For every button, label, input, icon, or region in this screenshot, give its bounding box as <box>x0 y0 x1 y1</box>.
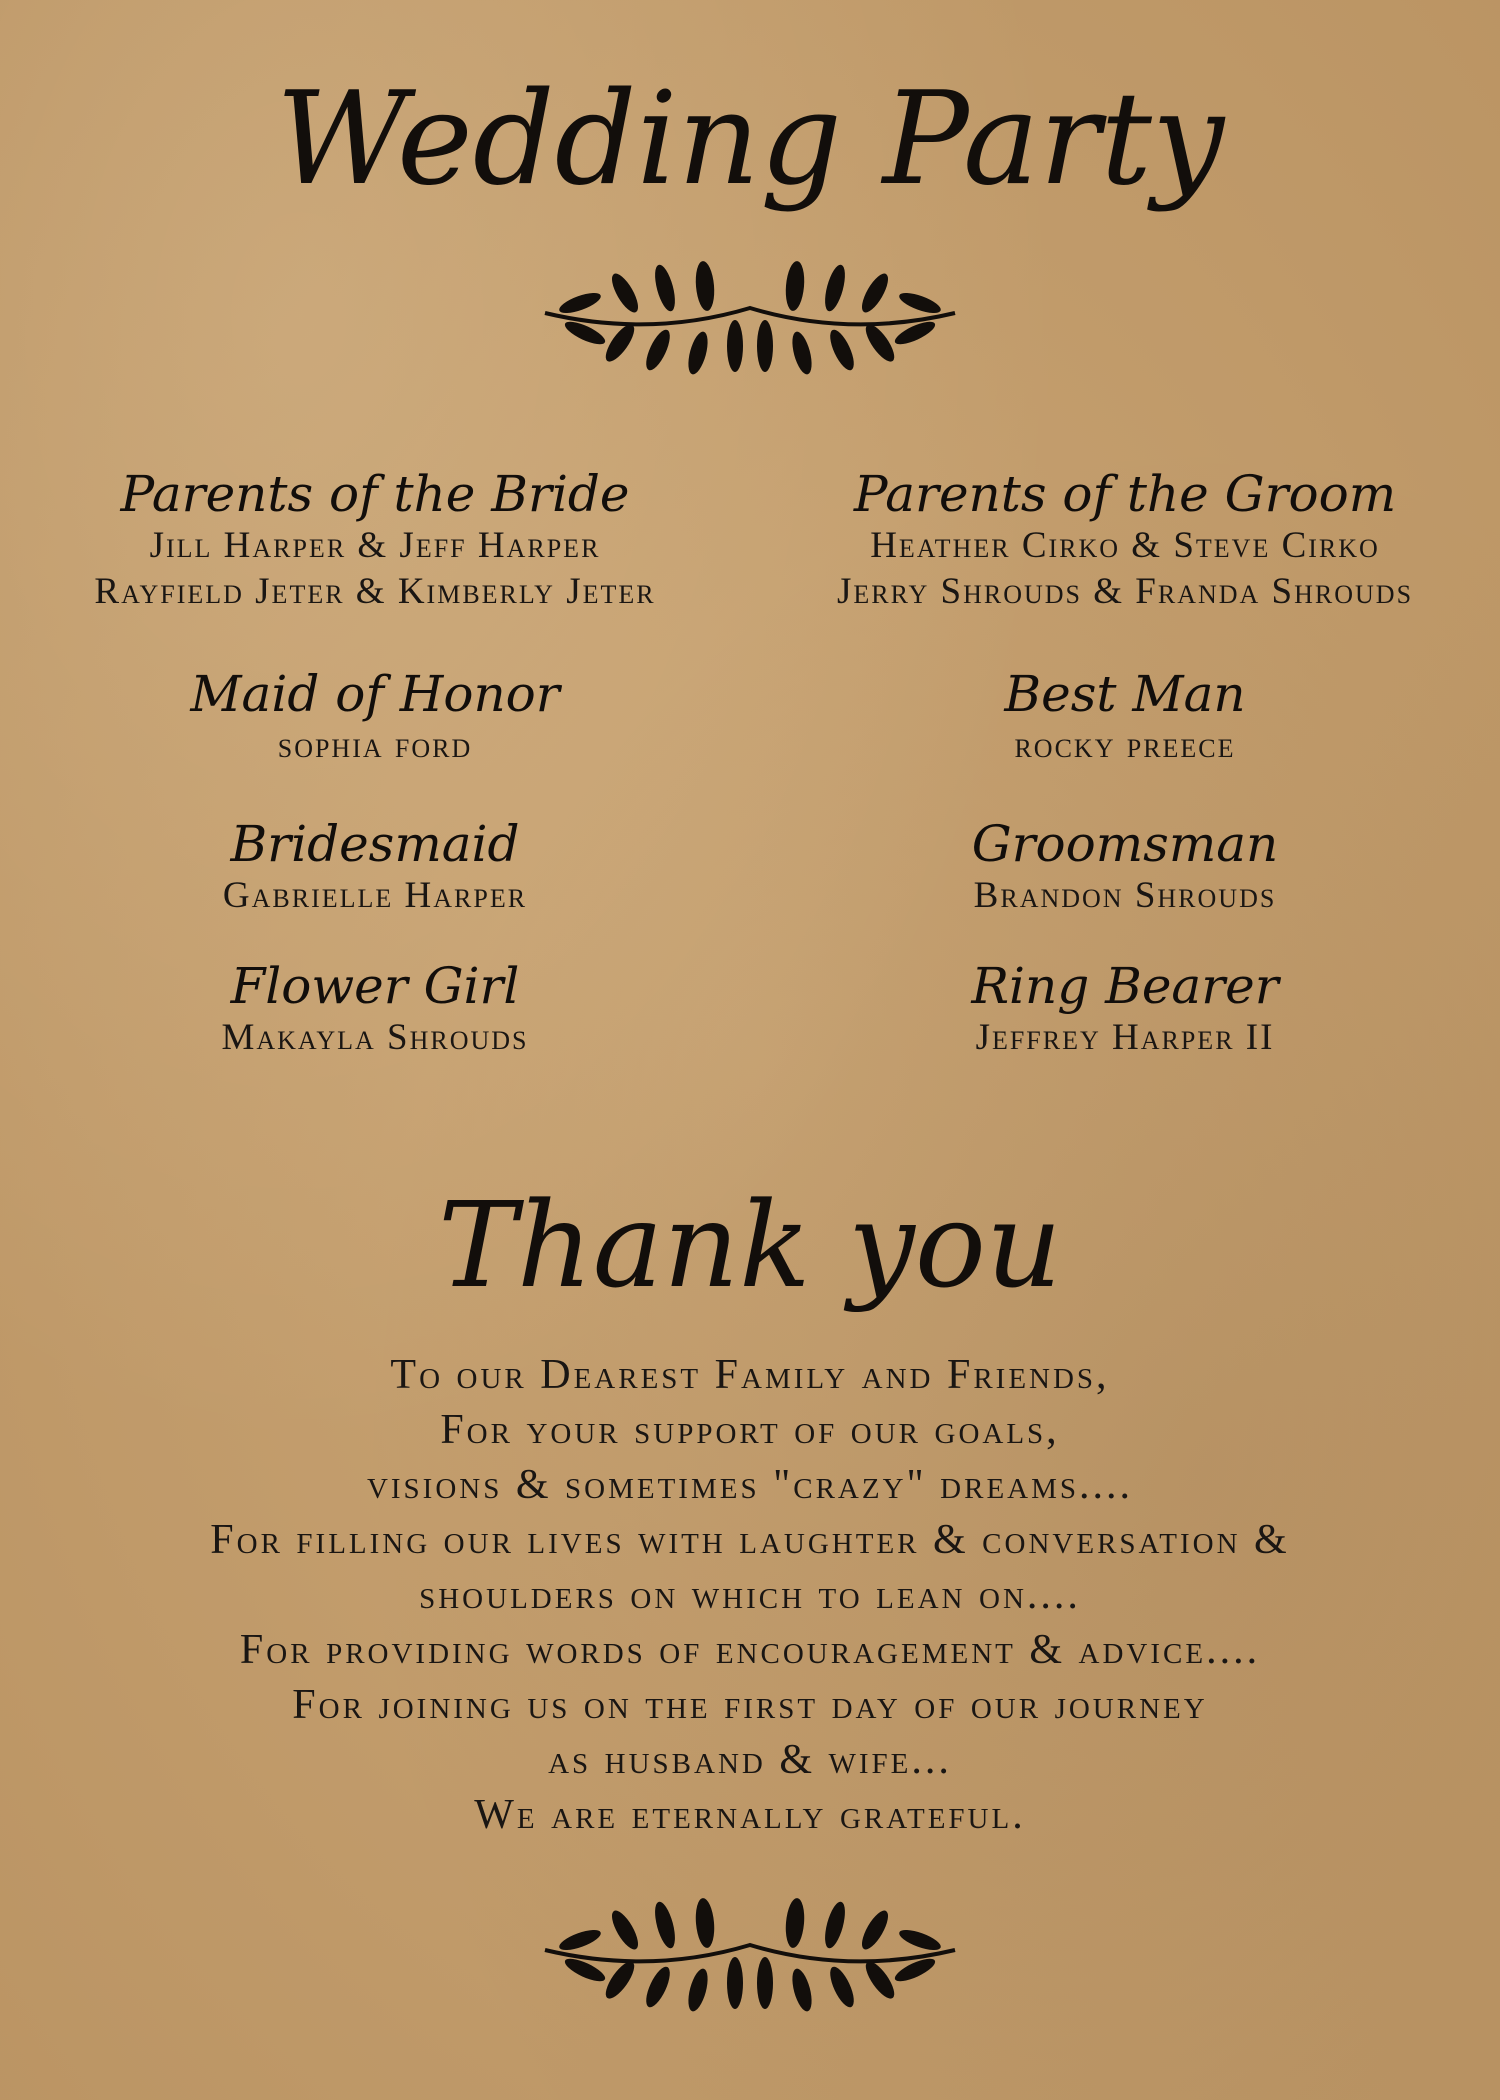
role-block-maid-of-honor <box>15 665 735 769</box>
role-title: Maid of Honor <box>190 665 560 723</box>
message-line: For providing words of encouragement & advice.... <box>239 1627 1261 1673</box>
role-name: Gabrielle Harper <box>222 875 528 916</box>
thank-you-heading: Thank you <box>438 1176 1062 1314</box>
role-name: Jerry Shrouds & Franda Shrouds <box>836 571 1414 612</box>
role-block-best-man <box>765 665 1485 769</box>
role-title: Flower Girl <box>230 957 520 1015</box>
role-name: Makayla Shrouds <box>221 1017 529 1058</box>
role-title: Ring Bearer <box>971 957 1279 1015</box>
role-block-ring-bearer <box>765 957 1485 1061</box>
message-line: We are eternally grateful. <box>474 1792 1026 1838</box>
role-title: Best Man <box>1004 665 1246 723</box>
role-block-flower-girl <box>15 957 735 1061</box>
role-title: Parents of the Bride <box>120 465 630 523</box>
role-name: Jeffrey Harper II <box>975 1017 1275 1058</box>
role-name: Heather Cirko & Steve Cirko <box>870 525 1380 566</box>
laurel-branch-icon <box>540 258 960 388</box>
message-line: For filling our lives with laughter & conversation & <box>210 1517 1290 1563</box>
role-block-parents-of-the-groom <box>765 465 1485 615</box>
role-name: sophia ford <box>277 725 473 766</box>
message-line: shoulders on which to lean on.... <box>419 1572 1081 1618</box>
role-title: Parents of the Groom <box>853 465 1397 523</box>
role-name: Brandon Shrouds <box>973 875 1277 916</box>
role-block-parents-of-the-bride <box>15 465 735 615</box>
laurel-branch-icon <box>540 1895 960 2025</box>
message-line: To our Dearest Family and Friends, <box>390 1352 1110 1398</box>
message-line: as husband & wife... <box>548 1737 952 1783</box>
role-block-bridesmaid <box>15 815 735 919</box>
role-title: Groomsman <box>971 815 1279 873</box>
message-line: For your support of our goals, <box>440 1407 1060 1453</box>
role-block-groomsman <box>765 815 1485 919</box>
role-name: Rayfield Jeter & Kimberly Jeter <box>94 571 656 612</box>
role-name: rocky preece <box>1014 725 1236 766</box>
role-title: Bridesmaid <box>230 815 520 873</box>
page-title: Wedding Party <box>275 65 1225 214</box>
role-name: Jill Harper & Jeff Harper <box>149 525 601 566</box>
thank-you-message <box>0 1348 1500 1843</box>
message-line: For joining us on the first day of our journey <box>292 1682 1208 1728</box>
message-line: visions & sometimes "crazy" dreams.... <box>366 1462 1134 1508</box>
